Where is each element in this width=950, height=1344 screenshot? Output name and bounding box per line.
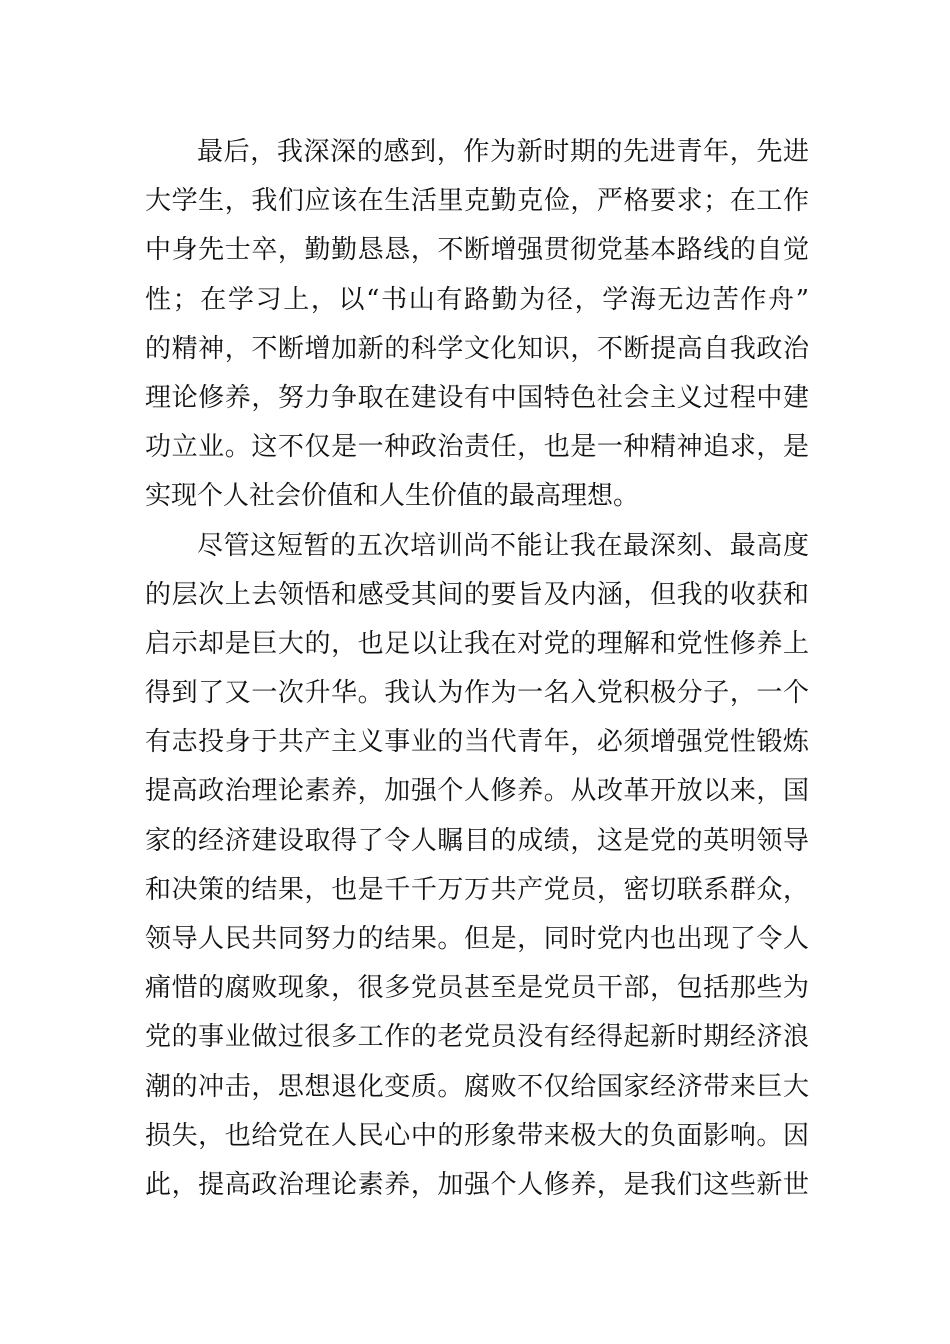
paragraph-line: 大学生，我们应该在生活里克勤克俭，严格要求；在工作 xyxy=(145,186,809,217)
paragraph-1 xyxy=(145,128,809,522)
paragraph-line: 的精神，不断增加新的科学文化知识，不断提高自我政治 xyxy=(145,333,809,364)
paragraph-line: 党的事业做过很多工作的老党员没有经得起新时期经济浪 xyxy=(145,1022,809,1053)
paragraph-line: 领导人民共同努力的结果。但是，同时党内也出现了令人 xyxy=(145,924,809,954)
paragraph-line: 和决策的结果，也是千千万万共产党员，密切联系群众， xyxy=(145,874,809,905)
paragraph-line: 提高政治理论素养，加强个人修养。从改革开放以来，国 xyxy=(145,776,809,807)
paragraph-line: 痛惜的腐败现象，很多党员甚至是党员干部，包括那些为 xyxy=(145,973,809,1004)
paragraph-line: 启示却是巨大的，也足以让我在对党的理解和党性修养上 xyxy=(145,628,809,659)
paragraph-line: 尽管这短暂的五次培训尚不能让我在最深刻、最高度 xyxy=(197,530,809,561)
paragraph-line: 中身先士卒，勤勤恳恳，不断增强贯彻党基本路线的自觉 xyxy=(145,235,809,266)
paragraph-line: 潮的冲击，思想退化变质。腐败不仅给国家经济带来巨大 xyxy=(145,1071,809,1102)
paragraph-line: 的层次上去领悟和感受其间的要旨及内涵，但我的收获和 xyxy=(145,579,809,610)
paragraph-2 xyxy=(145,522,809,1211)
paragraph-line: 理论修养，努力争取在建设有中国特色社会主义过程中建 xyxy=(145,382,809,413)
paragraph-line: 家的经济建设取得了令人瞩目的成绩，这是党的英明领导 xyxy=(145,825,809,856)
paragraph-line: 最后，我深深的感到，作为新时期的先进青年，先进 xyxy=(197,137,809,167)
paragraph-line: 损失，也给党在人民心中的形象带来极大的负面影响。因 xyxy=(145,1120,809,1151)
document-body xyxy=(145,128,809,1210)
paragraph-line: 性；在学习上，以“书山有路勤为径，学海无边苦作舟” xyxy=(145,284,809,315)
paragraph-line: 实现个人社会价值和人生价值的最高理想。 xyxy=(145,481,640,512)
paragraph-line: 功立业。这不仅是一种政治责任，也是一种精神追求，是 xyxy=(145,432,809,463)
paragraph-line: 有志投身于共产主义事业的当代青年，必须增强党性锻炼 xyxy=(145,727,809,758)
paragraph-line: 此，提高政治理论素养，加强个人修养，是我们这些新世 xyxy=(145,1169,809,1200)
paragraph-line: 得到了又一次升华。我认为作为一名入党积极分子，一个 xyxy=(145,678,809,709)
